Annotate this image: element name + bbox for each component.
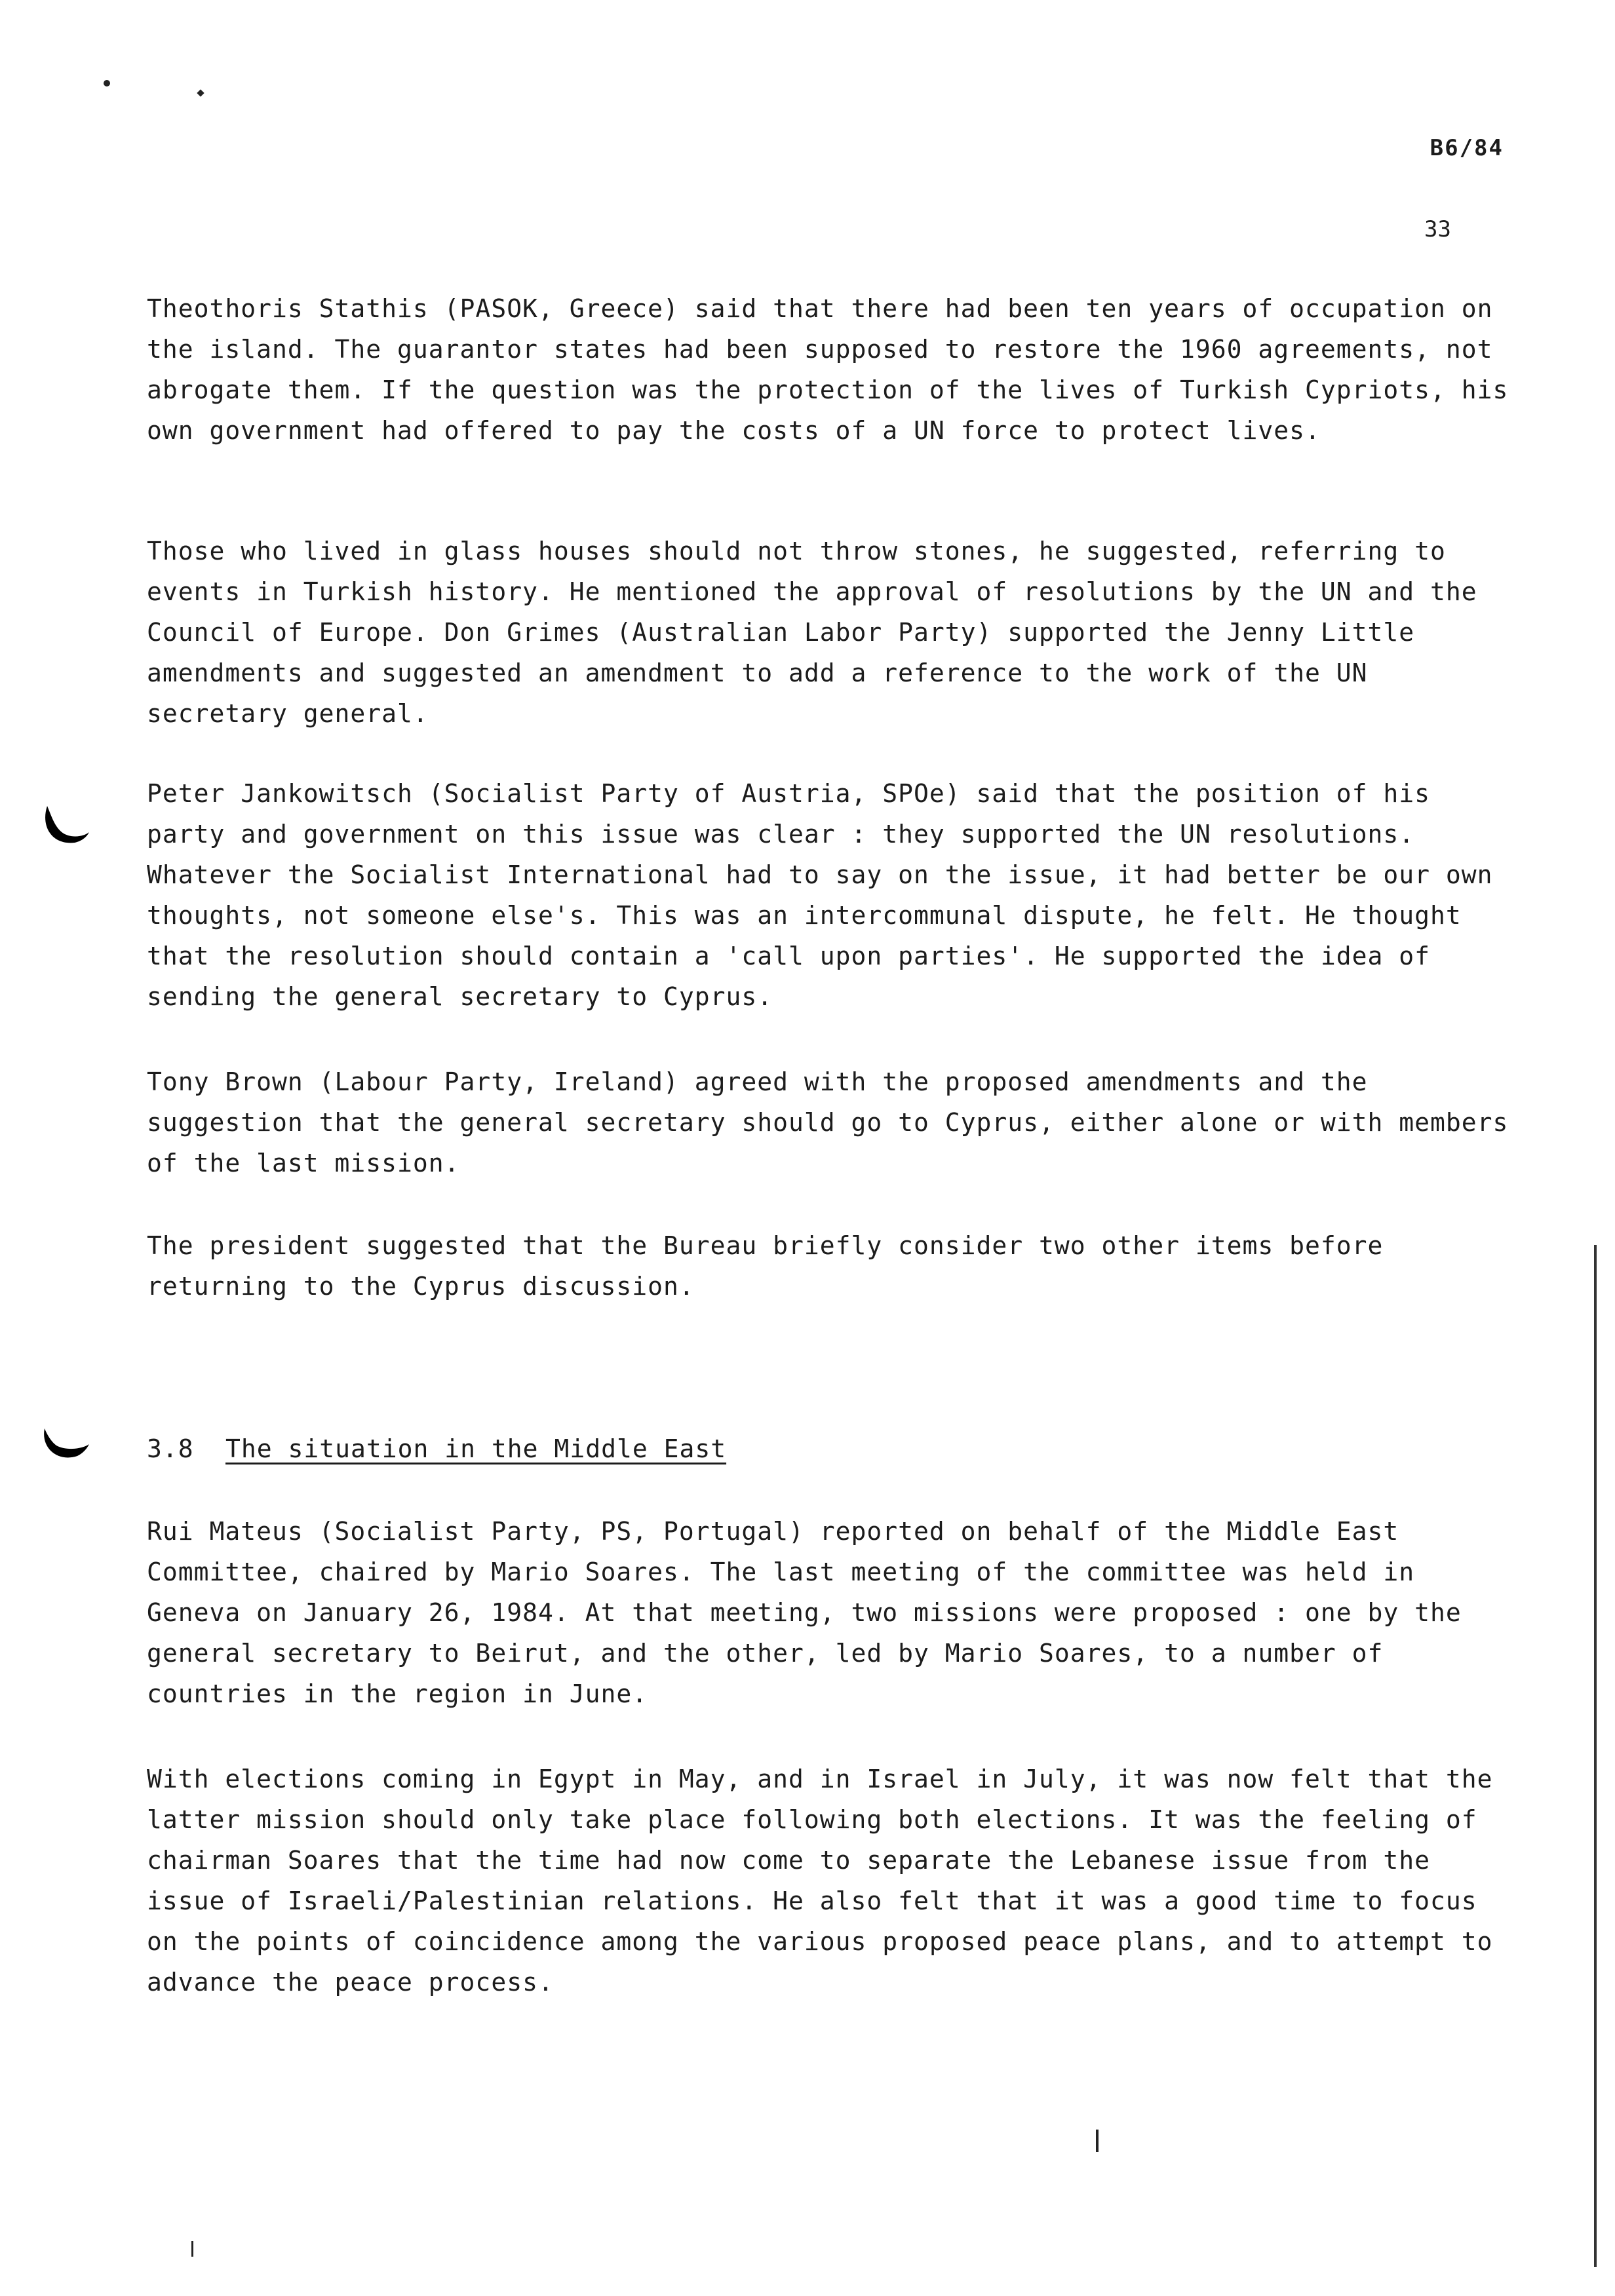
punch-hole-mark xyxy=(38,1415,90,1468)
paragraph-glass-houses: Those who lived in glass houses should not throw stones, he suggested, referring to events in Turkish history. He mentioned the approval of resolutions by the UN and the Council of Europe. Don Grimes (Australian Labor Party) supported the Jenny Little amendments and suggested an amendment to add a reference to the work of the UN secretary general. xyxy=(147,537,1477,728)
section-title: The situation in the Middle East xyxy=(225,1434,727,1463)
paragraph-jankowitsch: Peter Jankowitsch (Socialist Party of Austria, SPOe) said that the position of his party and government on this issue was clear : they supported the UN resolutions. Whatever the Socialist International had to say on the issue, it had better be our own thoughts, not someone else's. This was an intercommunal dispute, he felt. He thought that the resolution should contain a 'call upon parties'. He supported the idea of sending the general secretary to Cyprus. xyxy=(147,779,1493,1011)
paragraph-president: The president suggested that the Bureau briefly consider two other items before returning to the Cyprus discussion. xyxy=(147,1231,1384,1301)
page-edge-line xyxy=(1594,1245,1597,2267)
page-number: 33 xyxy=(1424,216,1451,242)
scan-speck xyxy=(104,80,110,86)
scan-speck xyxy=(1096,2130,1099,2152)
scan-speck xyxy=(197,89,204,96)
scan-speck xyxy=(191,2241,193,2257)
paragraph-stathis: Theothoris Stathis (PASOK, Greece) said that there had been ten years of occupation on the island. The guarantor states had been supposed to restore the 1960 agreements, not abrogate them. If the question was the protection of the lives of Turkish Cypriots, his own government had offered to pay the costs of a UN force to protect lives. xyxy=(147,294,1509,445)
section-heading xyxy=(147,1428,726,1469)
section-number: 3.8 xyxy=(147,1434,194,1463)
document-reference: B6/84 xyxy=(1430,135,1504,161)
paragraph-rui-mateus: Rui Mateus (Socialist Party, PS, Portugal) reported on behalf of the Middle East Committee, chaired by Mario Soares. The last meeting of the committee was held in Geneva on January 26, 1984. At that meeting, two missions were proposed : one by the general secretary to Beirut, and the other, led by Mario Soares, to a number of countries in the region in June. xyxy=(147,1517,1462,1708)
paragraph-elections: With elections coming in Egypt in May, and in Israel in July, it was now felt that the latter mission should only take place following both elections. It was the feeling of chairman Soares that the time had now come to separate the Lebanese issue from the issue of Israeli/Palestinian relations. He also felt that it was a good time to focus on the points of coincidence among the various proposed peace plans, and to attempt to advance the peace process. xyxy=(147,1765,1493,1997)
paragraph-tony-brown: Tony Brown (Labour Party, Ireland) agreed with the proposed amendments and the suggestion that the general secretary should go to Cyprus, either alone or with members of the last mission. xyxy=(147,1067,1509,1177)
punch-hole-mark xyxy=(38,799,90,852)
